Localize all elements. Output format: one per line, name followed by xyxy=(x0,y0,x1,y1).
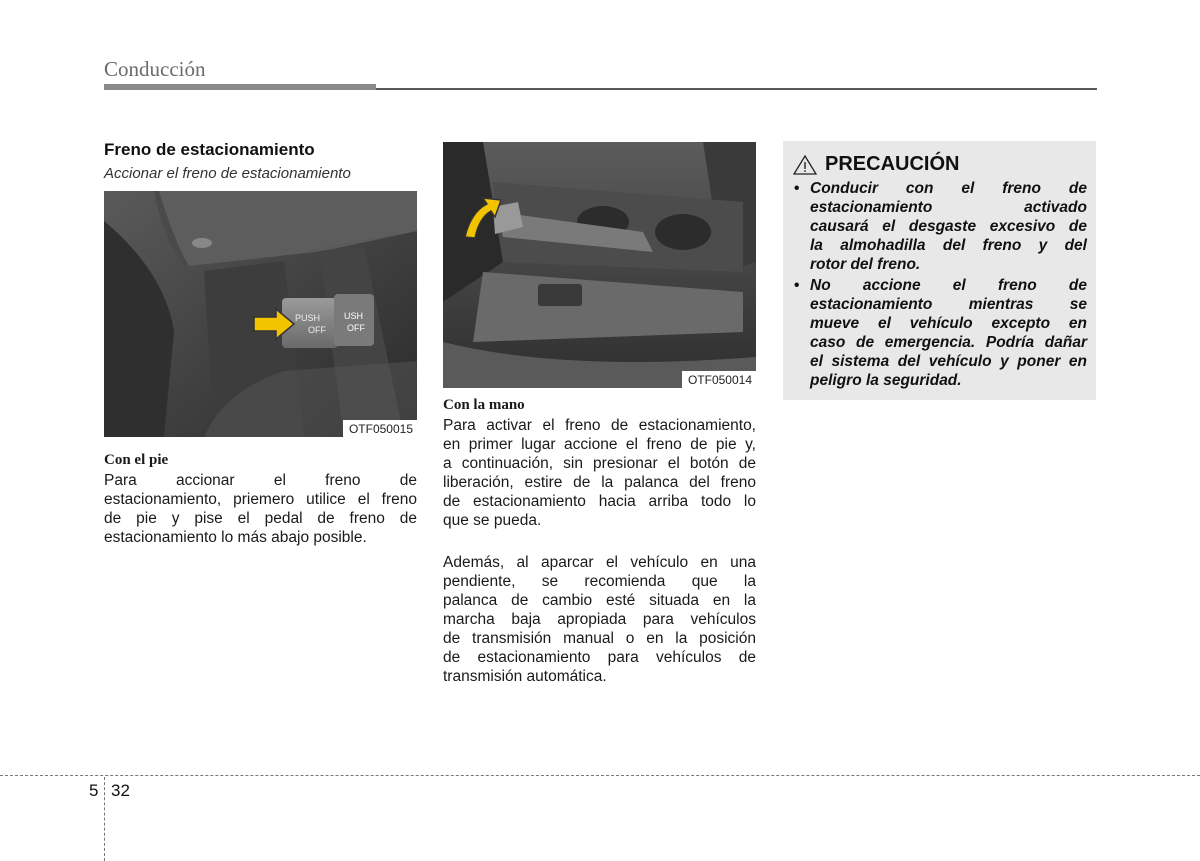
footer-divider xyxy=(104,777,105,861)
caution-item: • No accione el freno de estacionamiento mientras se mueve el vehículo excepto en caso de emergencia. Podría dañar el sistema del vehículo y poner en peligro la seguridad. xyxy=(793,276,1087,390)
section-title: Conducción xyxy=(104,57,206,81)
foot-brake-figure xyxy=(104,191,417,437)
footer-rule xyxy=(0,775,1200,776)
caution-item: • Conducir con el freno de estacionamiento activado causará el desgaste excesivo de la almohadilla del freno y del rotor del freno. xyxy=(793,179,1087,274)
hand-brake-figure xyxy=(443,142,756,388)
caution-header xyxy=(793,153,959,176)
warning-triangle-icon xyxy=(793,155,817,175)
figure-code: OTF050014 xyxy=(682,371,756,388)
foot-section-title: Con el pie xyxy=(104,452,169,468)
caution-title: PRECAUCIÓN xyxy=(825,153,960,175)
off-text-1: OFF xyxy=(308,325,326,335)
push-text-2: USH xyxy=(344,311,364,321)
page-number: 32 xyxy=(111,781,130,800)
header-rule-thin xyxy=(376,88,1097,90)
hand-section-title: Con la mano xyxy=(443,397,525,413)
section-heading: Freno de estacionamiento xyxy=(104,140,315,159)
push-text-1: PUSH xyxy=(295,313,321,323)
caution-box xyxy=(783,141,1096,400)
foot-paragraph: Para accionar el freno de estacionamiento, priemero utilice el freno de pie y pise el pedal de freno de estacionamiento lo más abajo posible. xyxy=(104,472,417,546)
hand-paragraph: Para activar el freno de estacionamiento, en primer lugar accione el freno de pie y, a continuación, sin presionar el botón de liberación, estire de la palanca del freno de estacionamiento hacia arriba todo lo que se pueda. xyxy=(443,417,756,529)
slope-paragraph: Además, al aparcar el vehículo en una pendiente, se recomienda que la palanca de cambio esté situada en la marcha baja apropiada para vehículos de transmisión manual o en la posición de estacionamiento para vehículos de transmisión automática. xyxy=(443,554,756,685)
header-rule-thick xyxy=(104,84,376,90)
section-subheading: Accionar el freno de estacionamiento xyxy=(104,165,351,182)
caution-list xyxy=(793,179,1087,390)
chapter-number: 5 xyxy=(89,781,99,800)
off-text-2: OFF xyxy=(347,323,365,333)
figure-code: OTF050015 xyxy=(343,420,417,437)
